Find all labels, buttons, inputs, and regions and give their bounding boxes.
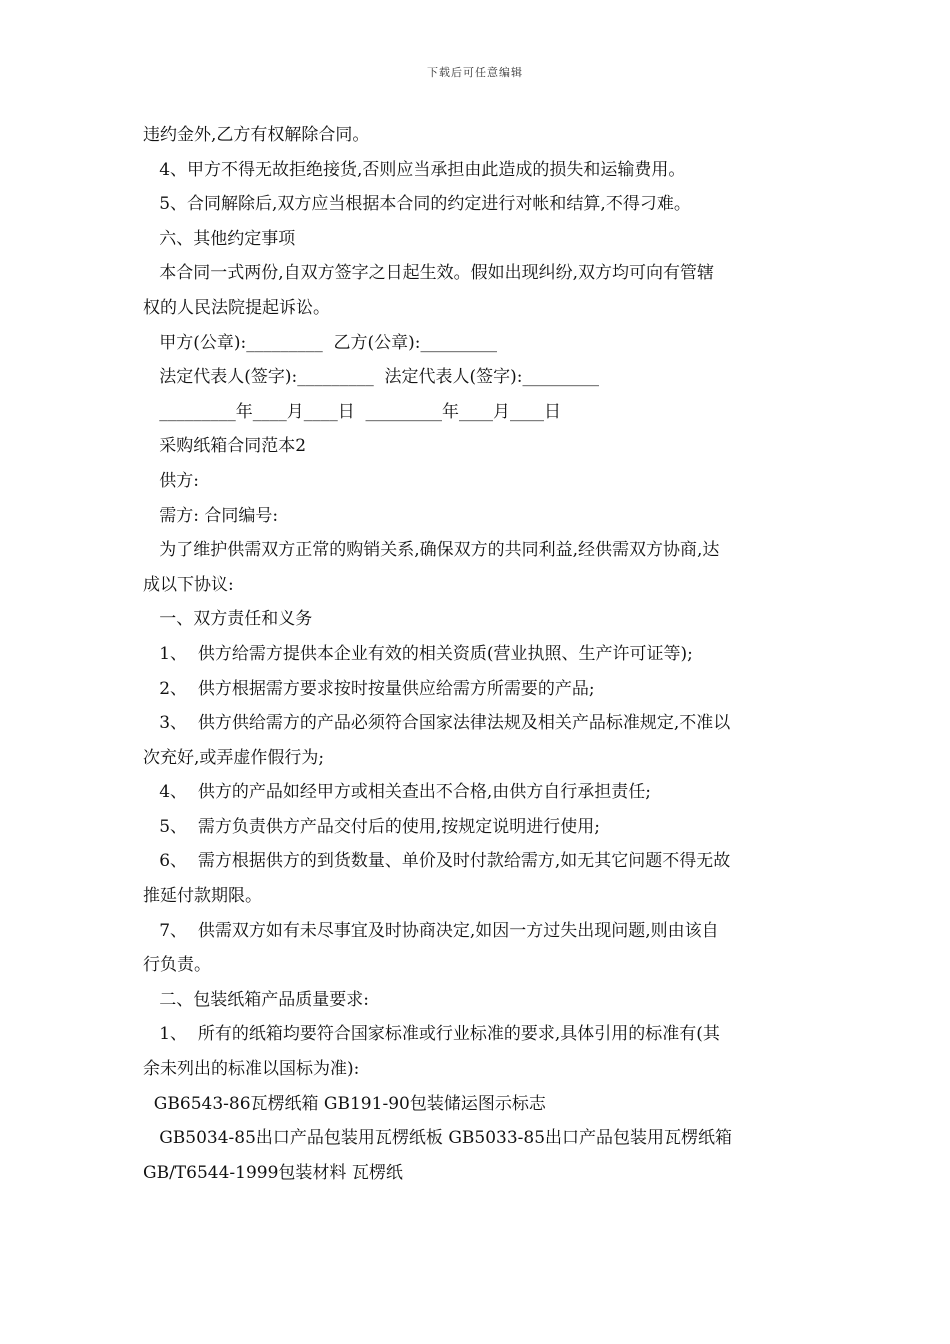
page-header: 下载后可任意编辑 <box>427 66 523 79</box>
text-line: 权的人民法院提起诉讼。 <box>143 297 330 318</box>
text-line: 次充好,或弄虚作假行为; <box>143 747 325 768</box>
section-heading: 一、双方责任和义务 <box>143 609 313 630</box>
text-line: 1、 所有的纸箱均要符合国家标准或行业标准的要求,具体引用的标准有(其 <box>143 1024 720 1045</box>
text-line: 1、 供方给需方提供本企业有效的相关资质(营业执照、生产许可证等); <box>143 643 693 664</box>
text-line: 4、 供方的产品如经甲方或相关查出不合格,由供方自行承担责任; <box>143 782 651 803</box>
text-line: 5、合同解除后,双方应当根据本合同的约定进行对帐和结算,不得刁难。 <box>143 194 691 215</box>
document-title: 采购纸箱合同范本2 <box>143 436 307 457</box>
document-body <box>143 118 810 1190</box>
text-line: 违约金外,乙方有权解除合同。 <box>143 125 370 145</box>
text-line: 为了维护供需双方正常的购销关系,确保双方的共同利益,经供需双方协商,达 <box>143 540 720 561</box>
text-line: 7、 供需双方如有未尽事宜及时协商决定,如因一方过失出现问题,则由该自 <box>143 920 719 941</box>
text-line: 行负责。 <box>143 955 211 976</box>
date-line: _________年____月____日 _________年____月____日 <box>143 401 562 422</box>
signature-line: 甲方(公章):_________ 乙方(公章):_________ <box>143 332 498 353</box>
text-line: 2、 供方根据需方要求按时按量供应给需方所需要的产品; <box>143 678 595 699</box>
text-line: 供方: <box>143 470 199 491</box>
text-line: 推延付款期限。 <box>143 886 262 907</box>
text-line: 5、 需方负责供方产品交付后的使用,按规定说明进行使用; <box>143 816 600 837</box>
text-line: 余未列出的标准以国标为准): <box>143 1059 360 1080</box>
text-line: 4、甲方不得无故拒绝接货,否则应当承担由此造成的损失和运输费用。 <box>143 159 686 180</box>
text-line: GB6543-86瓦楞纸箱 GB191-90包装储运图示标志 <box>143 1093 546 1114</box>
section-heading: 六、其他约定事项 <box>143 228 296 249</box>
section-heading: 二、包装纸箱产品质量要求: <box>143 989 369 1010</box>
text-line: 成以下协议: <box>143 574 234 595</box>
signature-line: 法定代表人(签字):_________ 法定代表人(签字):_________ <box>143 367 600 388</box>
text-line: 3、 供方供给需方的产品必须符合国家法律法规及相关产品标准规定,不准以 <box>143 713 731 734</box>
text-line: 需方: 合同编号: <box>143 505 279 526</box>
text-line: GB5034-85出口产品包装用瓦楞纸板 GB5033-85出口产品包装用瓦楞纸箱 <box>143 1128 733 1149</box>
text-line: 6、 需方根据供方的到货数量、单价及时付款给需方,如无其它问题不得无故 <box>143 851 731 872</box>
text-line: 本合同一式两份,自双方签字之日起生效。假如出现纠纷,双方均可向有管辖 <box>143 263 715 284</box>
text-line: GB/T6544-1999包装材料 瓦楞纸 <box>143 1162 403 1183</box>
